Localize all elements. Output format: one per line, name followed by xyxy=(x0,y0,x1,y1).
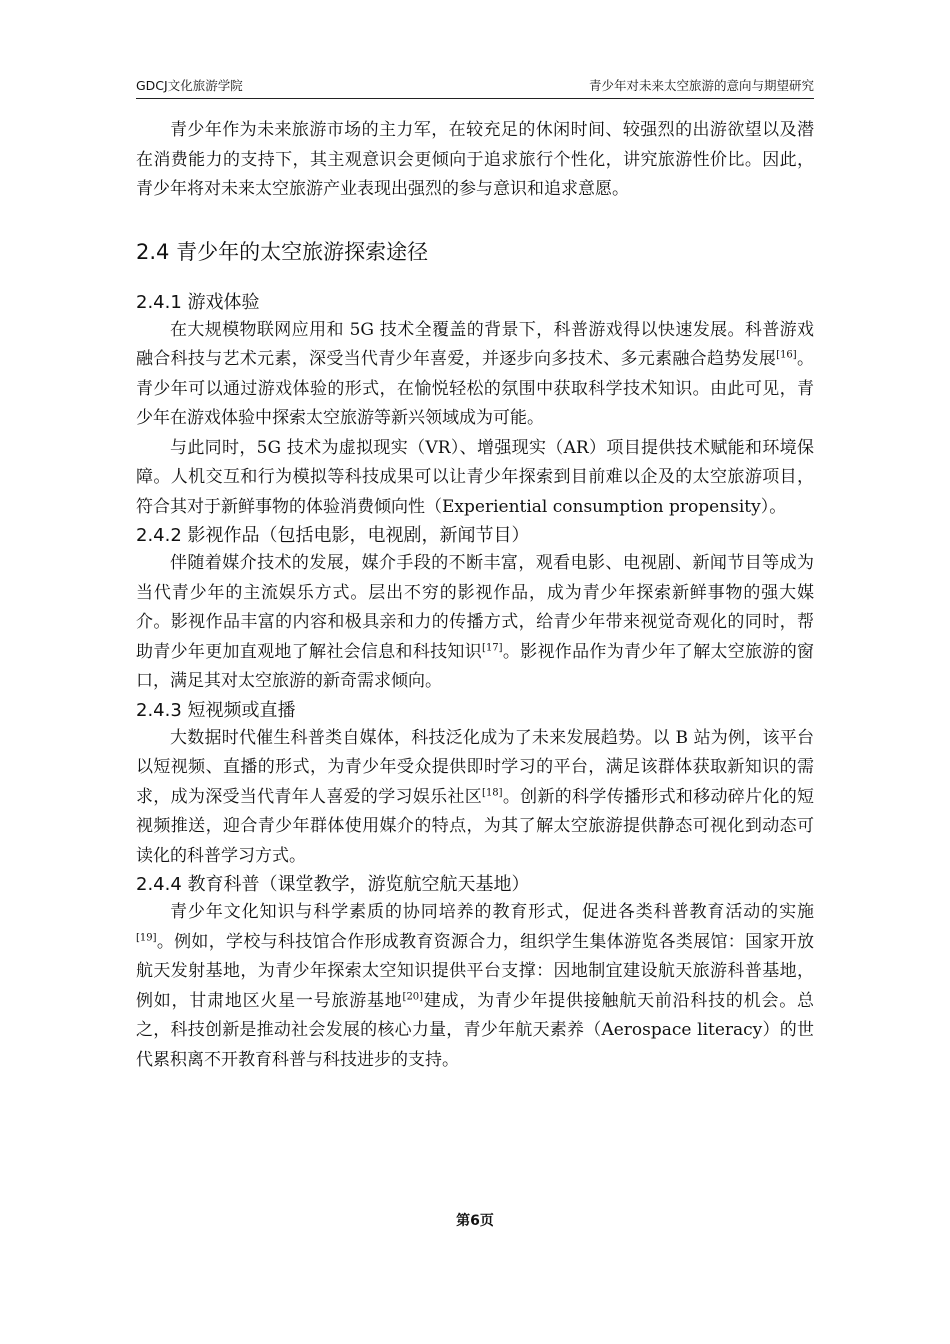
header-paper-title: 青少年对未来太空旅游的意向与期望研究 xyxy=(588,78,814,93)
text: 。青少年可以通过游戏体验的形式，在愉悦轻松的氛围中获取科学技术知识。由此可见，青少年在游戏体验中探索太空旅游等新兴领域成为可能。 xyxy=(136,349,815,428)
section-heading: 2.4 青少年的太空旅游探索途径 xyxy=(136,239,429,264)
header-institution: GDCJ文化旅游学院 xyxy=(136,78,243,93)
text: 。影视作品作为青少年了解太空旅游的窗口，满足其对太空旅游的新奇需求倾向。 xyxy=(136,641,815,691)
paragraph-video xyxy=(136,724,814,872)
citation: [18] xyxy=(482,786,503,798)
text: 在大规模物联网应用和 5G 技术全覆盖的背景下，科普游戏得以快速发展。科普游戏融合科技与艺术元素，深受当代青少年喜爱，并逐步向多技术、多元素融合趋势发展 xyxy=(136,319,814,369)
text: 青少年文化知识与科学素质的协同培养的教育形式，促进各类科普教育活动的实施 xyxy=(170,902,814,922)
citation: [16] xyxy=(776,349,797,361)
intro-paragraph: 青少年作为未来旅游市场的主力军，在较充足的休闲时间、较强烈的出游欲望以及潜在消费能力的支持下，其主观意识会更倾向于追求旅行个性化，讲究旅游性价比。因此，青少年将对未来太空旅游产业表现出强烈的参与意识和追求意愿。 xyxy=(136,120,814,199)
text: 。创新的科学传播形式和移动碎片化的短视频推送，迎合青少年群体使用媒介的特点，为其了解太空旅游提供静态可视化到动态可读化的科普学习方式。 xyxy=(136,786,815,866)
text: 。例如，学校与科技馆合作形成教育资源合力，组织学生集体游览各类展馆：国家开放航天发射基地，为青少年探索太空知识提供平台支撑：因地制宜建设航天旅游科普基地，例如，甘肃地区火星一号旅游基地 xyxy=(136,931,814,1011)
subsection-heading-game: 2.4.1 游戏体验 xyxy=(136,291,260,313)
subsection-heading-education: 2.4.4 教育科普（课堂教学，游览航空航天基地） xyxy=(136,874,530,895)
page-header xyxy=(136,76,814,99)
paragraph-education xyxy=(136,898,814,1075)
paragraph-game-2: 与此同时，5G 技术为虚拟现实（VR）、增强现实（AR）项目提供技术赋能和环境保障。人机交互和行为模拟等科技成果可以让青少年探索到目前难以企及的太空旅游项目，符合其对于新鲜事物的体验消费倾向性（Experiential consumption propensity）。 xyxy=(136,437,814,517)
page-number: 第6页 xyxy=(456,1213,494,1229)
subsection-heading-film: 2.4.2 影视作品（包括电影，电视剧，新闻节目） xyxy=(136,525,530,546)
text: 建成，为青少年提供接触航天前沿科技的机会。总之，科技创新是推动社会发展的核心力量，青少年航天素养（Aerospace literacy）的世代累积离不开教育科普与科技进步的支持。 xyxy=(136,990,815,1070)
page-body xyxy=(136,116,814,1075)
citation: [20] xyxy=(402,990,424,1002)
text: 大数据时代催生科普类自媒体，科技泛化成为了未来发展趋势。以 B 站为例，该平台以短视频、直播的形式，为青少年受众提供即时学习的平台，满足该群体获取新知识的需求，成为深受当代青年人喜爱的学习娱乐社区 xyxy=(136,727,814,807)
paragraph-game-1 xyxy=(136,316,814,434)
paragraph-film xyxy=(136,549,814,697)
text: 伴随着媒介技术的发展，媒介手段的不断丰富，观看电影、电视剧、新闻节目等成为当代青少年的主流娱乐方式。层出不穷的影视作品，成为青少年探索新鲜事物的强大媒介。影视作品丰富的内容和极具亲和力的传播方式，给青少年带来视觉奇观化的同时，帮助青少年更加直观地了解社会信息和科技知识 xyxy=(136,553,814,662)
subsection-heading-video: 2.4.3 短视频或直播 xyxy=(136,699,296,721)
citation: [17] xyxy=(482,641,503,653)
citation: [19] xyxy=(136,931,157,943)
